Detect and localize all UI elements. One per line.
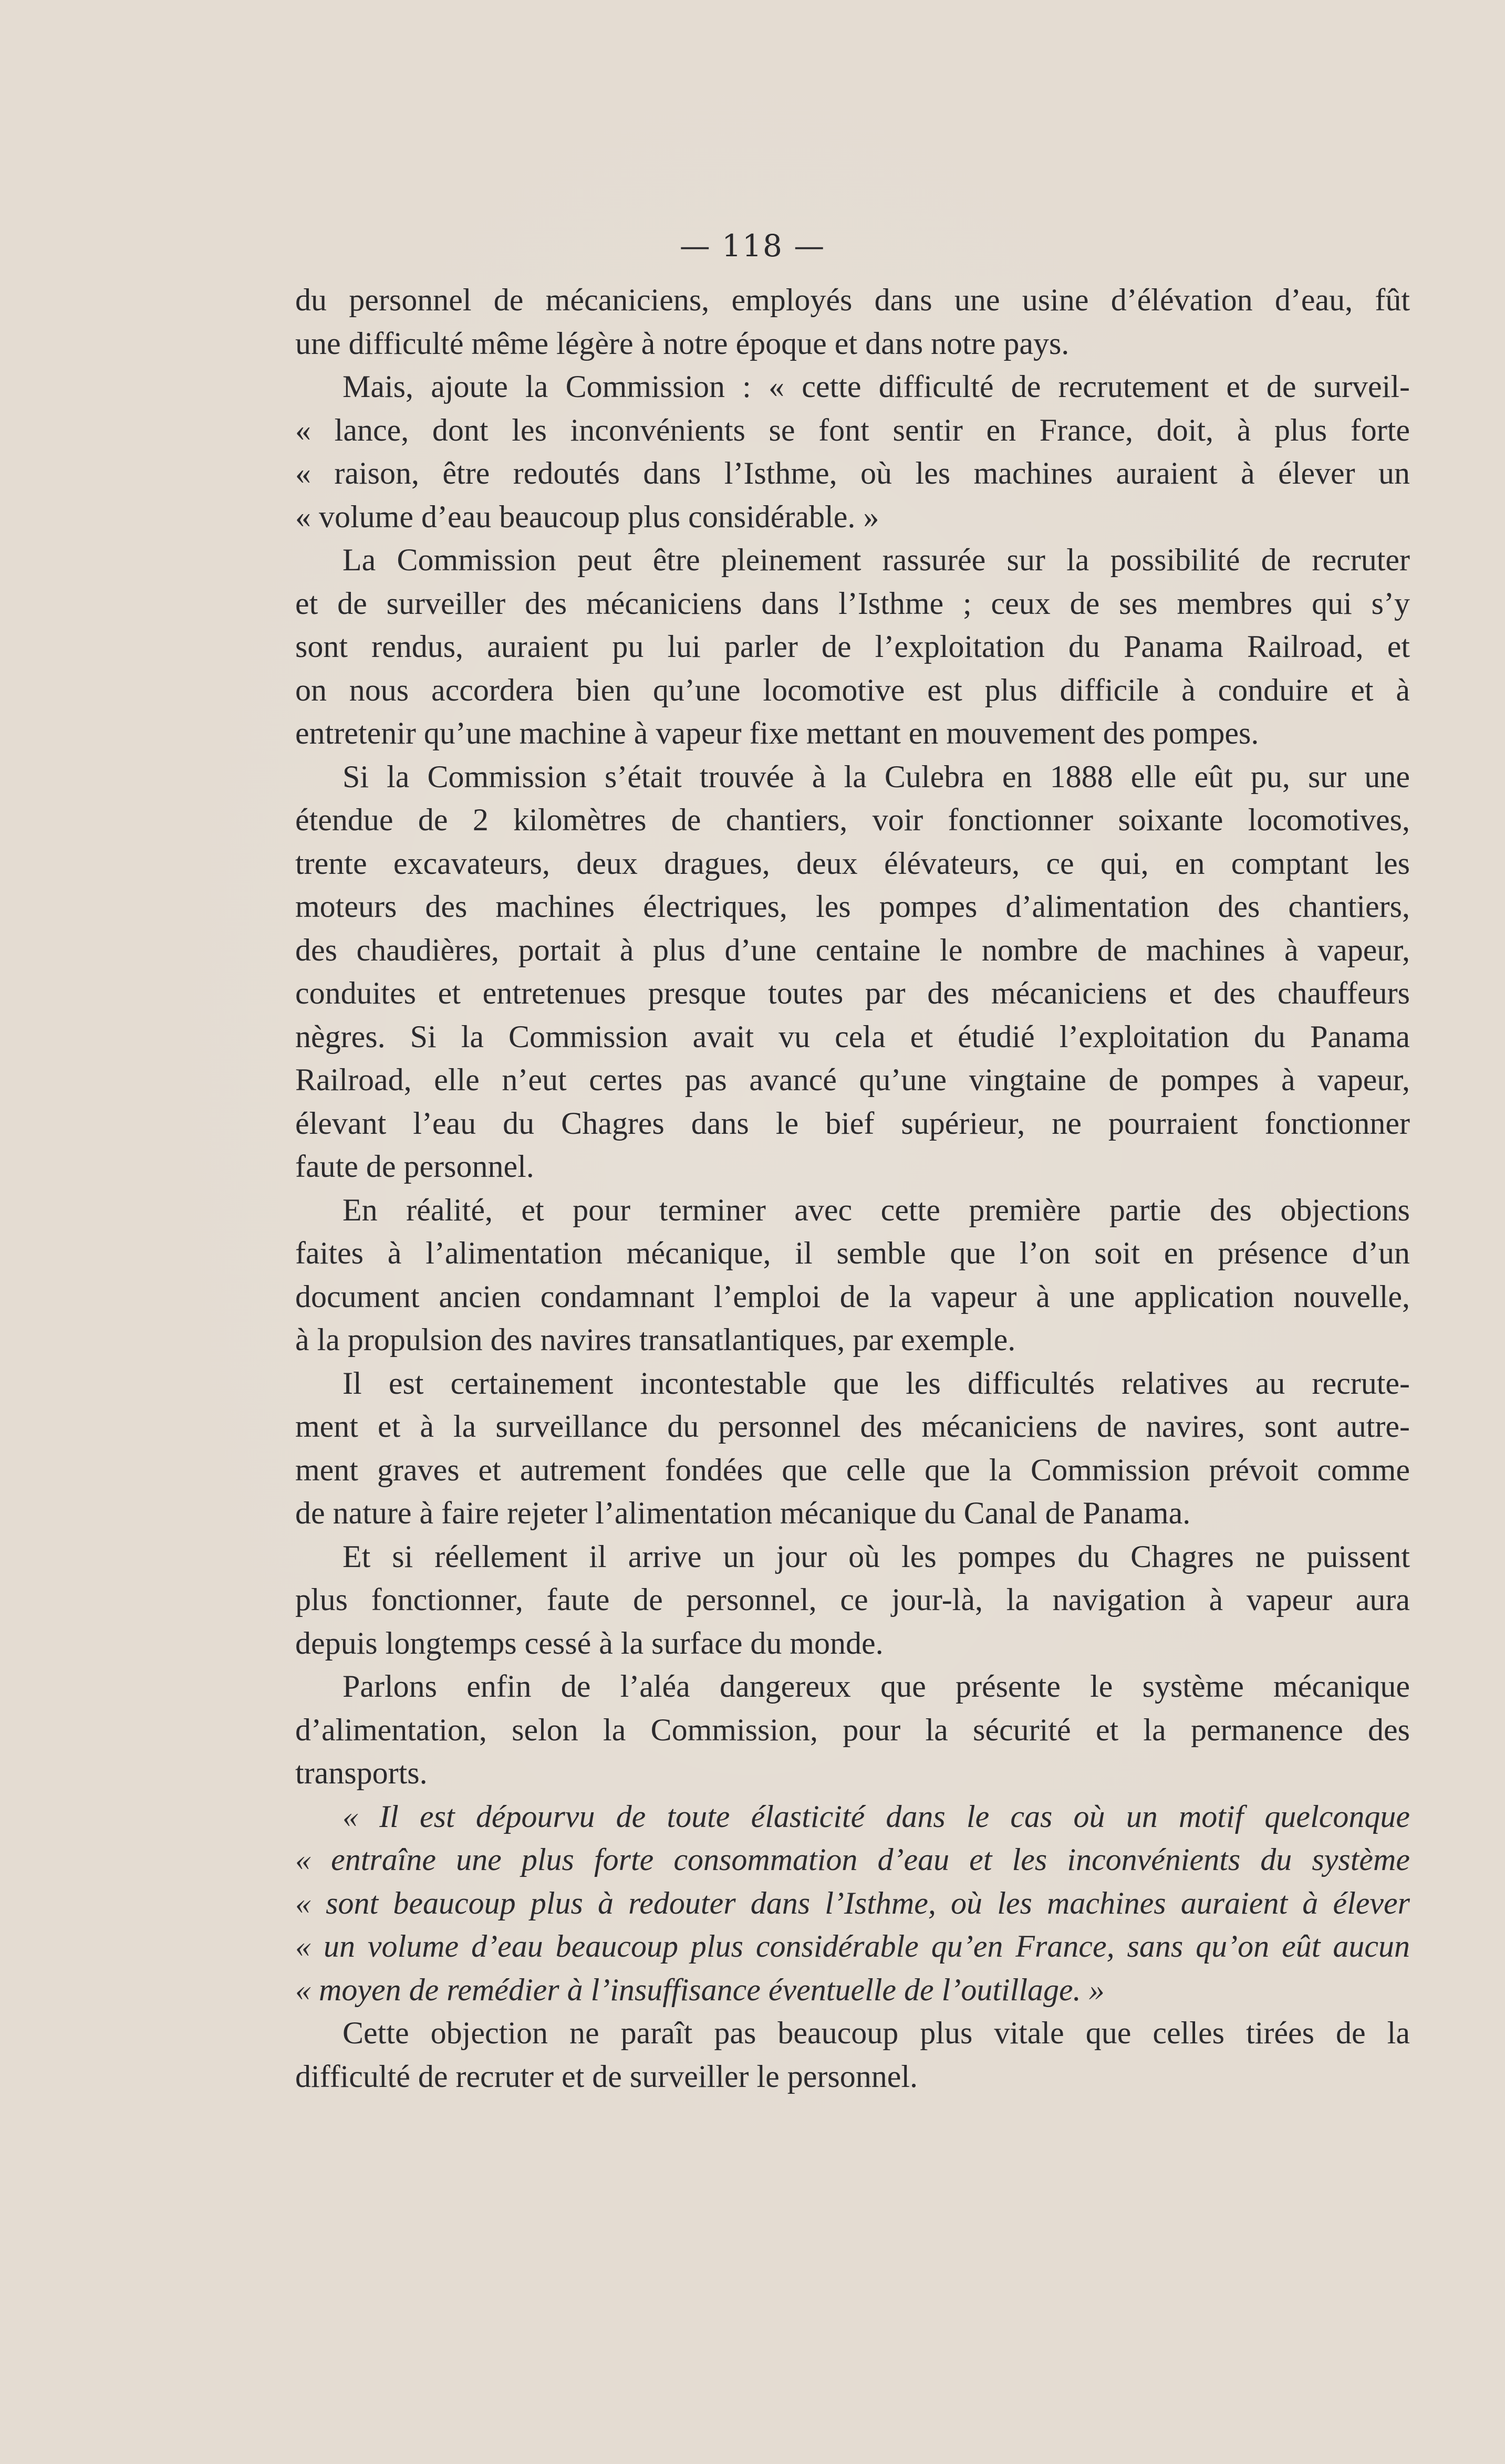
text-line: conduites et entretenues presque toutes par des mécaniciens et des chauffeurs xyxy=(295,976,1410,1010)
quote-line: « entraîne une plus forte consommation d’eau et les inconvénients du système xyxy=(295,1842,1410,1877)
quote-line: « un volume d’eau beaucoup plus considérable qu’en France, sans qu’on eût aucun xyxy=(295,1929,1410,1964)
text-line: des chaudières, portait à plus d’une centaine le nombre de machines à vapeur, xyxy=(295,932,1410,967)
text-line: faute de personnel. xyxy=(295,1149,534,1184)
text-line: entretenir qu’une machine à vapeur fixe mettant en mouvement des pompes. xyxy=(295,716,1259,750)
text-line: transports. xyxy=(295,1756,428,1790)
text-line: document ancien condamnant l’emploi de la vapeur à une application nouvelle, xyxy=(295,1279,1410,1314)
text-line: moteurs des machines électriques, les pompes d’alimentation des chantiers, xyxy=(295,889,1410,924)
text-line: plus fonctionner, faute de personnel, ce jour-là, la navigation à vapeur aura xyxy=(295,1582,1410,1617)
quote-line: « moyen de remédier à l’insuffisance éventuelle de l’outillage. » xyxy=(295,1972,1105,2007)
text-line: Si la Commission s’était trouvée à la Culebra en 1888 elle eût pu, sur une xyxy=(342,759,1410,794)
text-line: « volume d’eau beaucoup plus considérable. » xyxy=(295,499,879,534)
text-line: trente excavateurs, deux dragues, deux élévateurs, ce qui, en comptant les xyxy=(295,845,1410,881)
quote-line: « Il est dépourvu de toute élasticité dans le cas où un motif quelconque xyxy=(342,1799,1410,1834)
text-line: Railroad, elle n’eut certes pas avancé qu’une vingtaine de pompes à vapeur, xyxy=(295,1062,1410,1097)
text-line: du personnel de mécaniciens, employés dans une usine d’élévation d’eau, fût xyxy=(295,283,1410,317)
text-line: ment graves et autrement fondées que celle que la Commission prévoit comme xyxy=(295,1452,1410,1487)
text-line: difficulté de recruter et de surveiller le personnel. xyxy=(295,2059,918,2094)
text-line: étendue de 2 kilomètres de chantiers, voir fonctionner soixante locomotives, xyxy=(295,802,1410,837)
text-line: « lance, dont les inconvénients se font sentir en France, doit, à plus forte xyxy=(295,412,1410,447)
text-line: Cette objection ne paraît pas beaucoup plus vitale que celles tirées de la xyxy=(342,2016,1410,2050)
text-line: Il est certainement incontestable que les difficultés relatives au recrute- xyxy=(342,1365,1410,1401)
text-line: Parlons enfin de l’aléa dangereux que présente le système mécanique xyxy=(342,1669,1410,1704)
text-line: une difficulté même légère à notre époque et dans notre pays. xyxy=(295,326,1070,361)
text-line: « raison, être redoutés dans l’Isthme, où les machines auraient à élever un xyxy=(295,456,1410,490)
text-line: on nous accordera bien qu’une locomotive est plus difficile à conduire et à xyxy=(295,672,1410,707)
text-line: ment et à la surveillance du personnel des mécaniciens de navires, sont autre- xyxy=(295,1409,1410,1444)
text-line: sont rendus, auraient pu lui parler de l’exploitation du Panama Railroad, et xyxy=(295,629,1410,664)
text-line: faites à l’alimentation mécanique, il semble que l’on soit en présence d’un xyxy=(295,1236,1410,1270)
text-line: à la propulsion des navires transatlantiques, par exemple. xyxy=(295,1322,1016,1357)
text-line: Mais, ajoute la Commission : « cette difficulté de recrutement et de surveil- xyxy=(342,369,1410,404)
text-line: En réalité, et pour terminer avec cette première partie des objections xyxy=(342,1192,1410,1227)
text-line: Et si réellement il arrive un jour où les pompes du Chagres ne puissent xyxy=(342,1539,1410,1574)
text-line: depuis longtemps cessé à la surface du monde. xyxy=(295,1625,884,1661)
text-line: de nature à faire rejeter l’alimentation mécanique du Canal de Panama. xyxy=(295,1496,1191,1530)
quote-line: « sont beaucoup plus à redouter dans l’Isthme, où les machines auraient à élever xyxy=(295,1885,1410,1920)
text-line: d’alimentation, selon la Commission, pour la sécurité et la permanence des xyxy=(295,1712,1410,1747)
body-text xyxy=(295,278,1410,2098)
text-line: La Commission peut être pleinement rassurée sur la possibilité de recruter xyxy=(342,542,1410,577)
text-line: et de surveiller des mécaniciens dans l’Isthme ; ceux de ses membres qui s’y xyxy=(295,586,1410,621)
text-line: nègres. Si la Commission avait vu cela et étudié l’exploitation du Panama xyxy=(295,1019,1410,1054)
text-line: élevant l’eau du Chagres dans le bief supérieur, ne pourraient fonctionner xyxy=(295,1105,1410,1141)
page-number: — 118 — xyxy=(679,228,826,264)
